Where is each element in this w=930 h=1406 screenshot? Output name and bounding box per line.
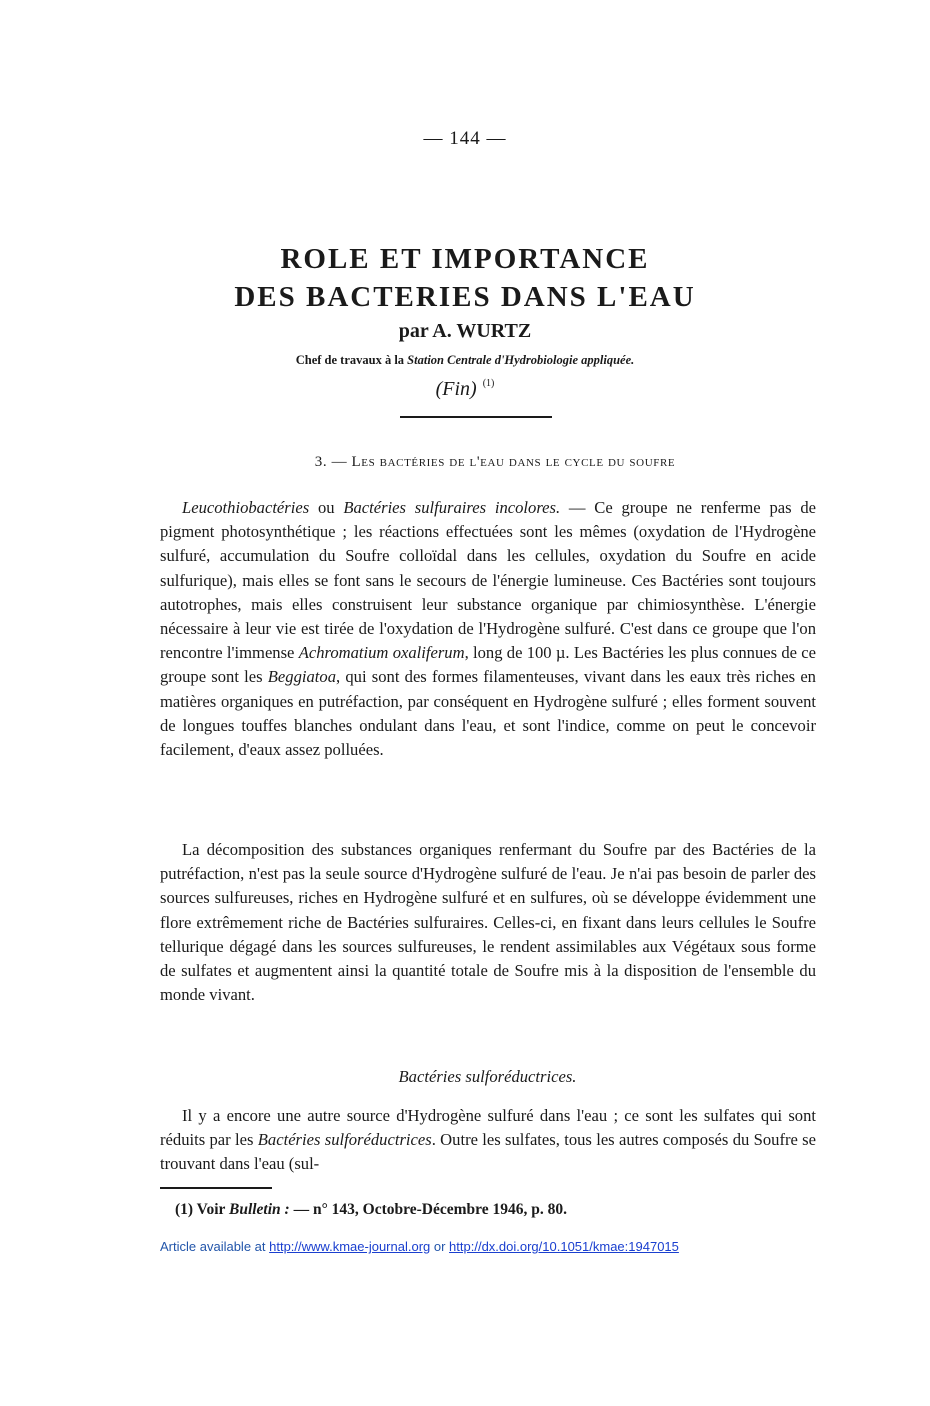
p1-lead2: Bactéries sulfuraires incolores. <box>343 498 561 517</box>
fin-footnote-ref: (1) <box>482 378 495 389</box>
article-or: or <box>430 1239 450 1254</box>
footnote-divider <box>160 1187 272 1189</box>
footnote <box>175 1201 567 1219</box>
p3-text1: Il y a encore une autre source d'Hydrogène sulfuré dans l'eau ; ce sont les sulfates qui sont réduits par les <box>160 1106 816 1150</box>
p1-genus: Beggiatoa <box>267 667 337 687</box>
doi-link[interactable]: http://dx.doi.org/10.1051/kmae:1947015 <box>449 1239 679 1254</box>
author: par A. WURTZ <box>398 320 532 342</box>
affiliation-station: Station Centrale d'Hydrobiologie appliquée. <box>407 353 635 367</box>
p3-text2: . Outre les sulfates, tous les autres composés du Soufre se trouvant dans l'eau (sul- <box>160 1130 817 1174</box>
footnote-rest: — n° 143, Octobre-Décembre 1946, p. 80. <box>289 1201 567 1218</box>
p1-species: Achromatium oxaliferum <box>298 643 465 663</box>
article-availability <box>160 1239 679 1254</box>
paragraph-3 <box>160 1104 816 1177</box>
title-line-2: DES BACTERIES DANS L'EAU <box>234 281 696 313</box>
paragraph-2 <box>160 838 816 1007</box>
p1-text2: , long de 100 µ. Les Bactéries les plus connues de ce groupe sont les <box>160 643 816 687</box>
subheading: Bactéries sulforéductrices. <box>398 1067 577 1086</box>
footnote-num: (1) Voir <box>175 1201 229 1218</box>
fin-text: (Fin) <box>435 378 477 400</box>
p1-mid: ou <box>309 498 344 517</box>
p1-text3: , qui sont des formes filamenteuses, vivant dans les eaux très riches en matières organiques en putréfaction, par conséquent en Hydrogène sulfuré ; elles forment souvent de longues touffes blanches ondulant dans l'eau, et sont l'indice, comme on peut le concevoir facilement, d'eaux assez polluées. <box>160 667 816 760</box>
page-number: — 144 — <box>423 128 507 149</box>
p1-text1: — Ce groupe ne renferme pas de pigment photosynthétique ; les réactions effectuées sont les mêmes (oxydation de l'Hydrogène sulfuré, accumulation du Soufre colloïdal dans les cellules, oxydation du Soufre en acide sulfurique), mais elles se font sans le secours de l'énergie lumineuse. Ces Bactéries sont toujours autotrophes, mais elles construisent leur substance organique par chimiosynthèse. L'énergie nécessaire à leur vie est tirée de l'oxydation de l'Hydrogène sulfuré. C'est dans ce groupe que l'on rencontre l'immense <box>160 498 816 663</box>
affiliation <box>0 353 930 368</box>
title-divider <box>400 416 552 418</box>
affiliation-prefix: Chef de travaux à la <box>295 353 405 367</box>
article-prefix: Article available at <box>160 1239 270 1254</box>
p2-text: La décomposition des substances organiques renfermant du Soufre par des Bactéries de la putréfaction, n'est pas la seule source d'Hydrogène sulfuré de l'eau. Je n'ai pas besoin de parler des sources sulfureuses, riches en Hydrogène sulfuré et en sulfures, où se développe évidemment une flore extrêmement riche de Bactéries sulfuraires. Celles-ci, en fixant dans leurs cellules le Soufre tellurique dégagé dans les sources sulfureuses, le rendent assimilables aux Végétaux sous forme de sulfates et augmentent ainsi la quantité totale de Soufre mis à la disposition de l'ensemble du monde vivant. <box>160 840 816 1005</box>
section-heading: 3. — Les bactéries de l'eau dans le cycle du soufre <box>314 454 676 470</box>
p1-lead: Leucothiobactéries <box>182 498 310 517</box>
title-line-1: ROLE ET IMPORTANCE <box>280 243 650 275</box>
footnote-bulletin: Bulletin : <box>228 1201 290 1218</box>
p3-italic: Bactéries sulforéductrices <box>257 1130 432 1150</box>
fin-label <box>0 378 930 401</box>
journal-link[interactable]: http://www.kmae-journal.org <box>269 1239 431 1254</box>
paragraph-1 <box>160 496 816 762</box>
